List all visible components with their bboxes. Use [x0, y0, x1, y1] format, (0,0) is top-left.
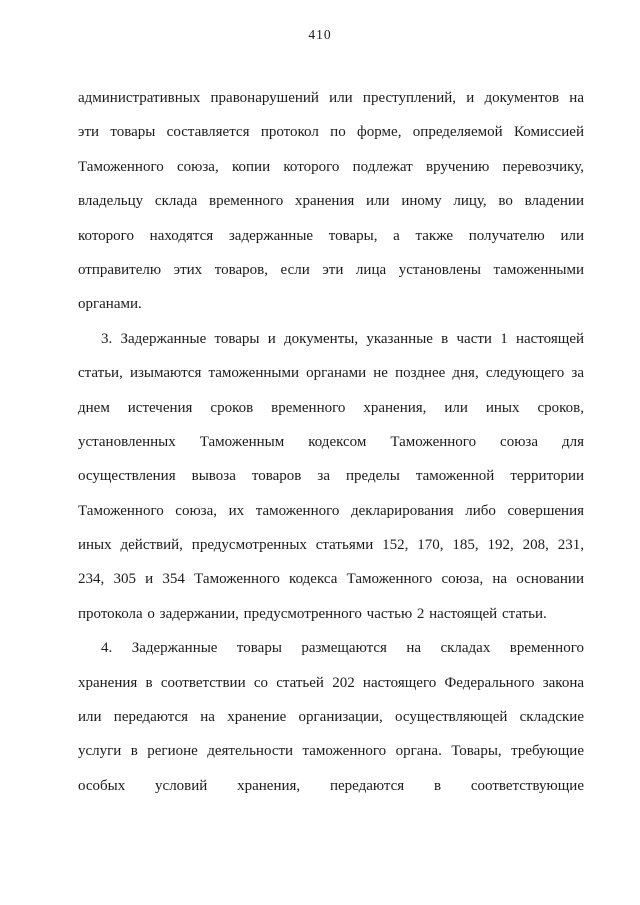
- text-line: хранения в соответствии со статьей 202 настоящего Федерального закона: [78, 674, 584, 691]
- text-line: отправителю этих товаров, если эти лица установлены таможенными: [78, 261, 584, 278]
- text-line: статьи, изымаются таможенными органами не позднее дня, следующего за: [78, 365, 584, 382]
- text-line: Таможенного союза, их таможенного декларирования либо совершения: [78, 502, 584, 519]
- body-text: [78, 81, 584, 803]
- text-line: которого находятся задержанные товары, а также получателю или: [78, 227, 584, 244]
- text-line: протокола о задержании, предусмотренного частью 2 настоящей статьи.: [78, 605, 547, 622]
- page-number: 410: [308, 27, 332, 42]
- text-line: Таможенного союза, копии которого подлежат вручению перевозчику,: [78, 158, 584, 175]
- text-line: эти товары составляется протокол по форме, определяемой Комиссией: [78, 124, 584, 141]
- text-line: осуществления вывоза товаров за пределы таможенной территории: [78, 468, 584, 485]
- text-line: владельцу склада временного хранения или иному лицу, во владении: [78, 193, 584, 210]
- text-line: установленных Таможенным кодексом Таможенного союза для: [78, 433, 584, 450]
- text-line: услуги в регионе деятельности таможенного органа. Товары, требующие: [78, 743, 584, 760]
- text-line: органами.: [78, 296, 142, 313]
- text-line: особых условий хранения, передаются в соответствующие: [78, 777, 584, 794]
- text-line: 234, 305 и 354 Таможенного кодекса Таможенного союза, на основании: [78, 571, 584, 588]
- text-line-paragraph-3-start: 3. Задержанные товары и документы, указанные в части 1 настоящей: [101, 330, 584, 347]
- text-line: днем истечения сроков временного хранения, или иных сроков,: [78, 399, 584, 416]
- text-line: или передаются на хранение организации, осуществляющей складские: [78, 709, 584, 726]
- text-line: иных действий, предусмотренных статьями 152, 170, 185, 192, 208, 231,: [78, 537, 584, 554]
- text-line-paragraph-4-start: 4. Задержанные товары размещаются на складах временного: [101, 640, 584, 657]
- text-line: административных правонарушений или преступлений, и документов на: [78, 90, 584, 106]
